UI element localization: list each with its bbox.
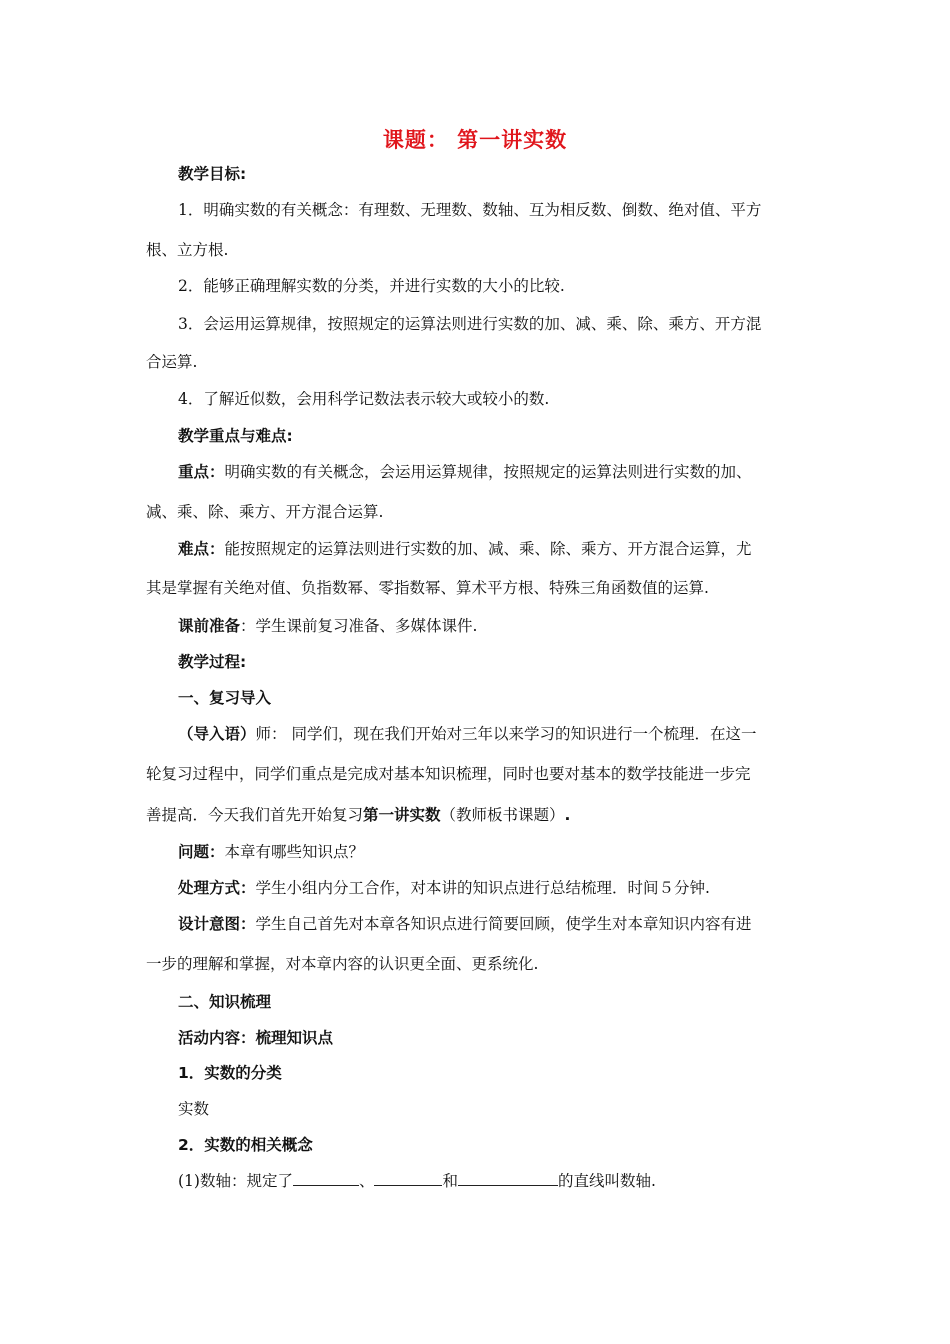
number-line-definition <box>178 1170 810 1191</box>
prep-text: ：学生课前复习准备、多媒体课件. <box>240 617 478 635</box>
intro-text-1: 师： 同学们，现在我们开始对三年以来学习的知识进行一个梳理．在这一 <box>255 725 757 743</box>
knowledge-2-heading: 2．实数的相关概念 <box>178 1136 313 1154</box>
key-text-1: 明确实数的有关概念，会运用运算规律，按照规定的运算法则进行实数的加、 <box>224 463 752 481</box>
goals-heading: 教学目标: <box>178 165 247 183</box>
goal-2: 2．能够正确理解实数的分类，并进行实数的大小的比较. <box>178 277 565 295</box>
prep-line <box>178 616 810 636</box>
method-text: 学生小组内分工合作，对本讲的知识点进行总结梳理．时间５分钟. <box>255 879 710 897</box>
goal-4: 4．了解近似数，会用科学记数法表示较大或较小的数. <box>178 390 550 408</box>
fill-blank-3 <box>458 1170 558 1186</box>
difficulty-label: 难点： <box>178 540 225 558</box>
definition-separator-1: 、 <box>358 1172 375 1190</box>
definition-suffix: 的直线叫数轴. <box>558 1172 656 1190</box>
prep-label: 课前准备 <box>178 617 241 635</box>
key-label: 重点： <box>178 463 225 481</box>
goal-3-line-2: 合运算. <box>146 353 198 371</box>
key-line-1 <box>178 462 810 482</box>
design-line-1 <box>178 914 810 934</box>
process-heading: 教学过程: <box>178 653 247 671</box>
knowledge-1-text: 实数 <box>178 1100 210 1118</box>
intro-line-2: 轮复习过程中，同学们重点是完成对基本知识梳理，同时也要对基本的数学技能进一步完 <box>146 765 751 783</box>
activity-heading: 活动内容：梳理知识点 <box>178 1029 334 1047</box>
intro-period: . <box>564 806 571 824</box>
difficulty-line-1 <box>178 539 810 559</box>
definition-prefix: (1)数轴：规定了 <box>178 1172 293 1190</box>
goal-3-line-1: 3．会运用运算规律，按照规定的运算法则进行实数的加、减、乘、除、乘方、开方混 <box>178 315 762 333</box>
difficulty-line-2: 其是掌握有关绝对值、负指数幂、零指数幂、算术平方根、特殊三角函数值的运算. <box>146 579 709 597</box>
intro-label: （导入语） <box>178 725 256 743</box>
keypoints-heading: 教学重点与难点: <box>178 427 293 445</box>
knowledge-1-heading: 1．实数的分类 <box>178 1064 282 1082</box>
design-line-2: 一步的理解和掌握，对本章内容的认识更全面、更系统化. <box>146 955 539 973</box>
section-1-heading: 一、复习导入 <box>178 689 272 707</box>
goal-1-line-2: 根、立方根. <box>146 241 229 259</box>
fill-blank-2 <box>374 1170 442 1186</box>
question-line <box>178 842 810 862</box>
design-text-1: 学生自己首先对本章各知识点进行简要回顾，使学生对本章知识内容有进 <box>255 915 752 933</box>
design-label: 设计意图： <box>178 915 256 933</box>
lesson-title: 课题： 第一讲实数 <box>382 128 568 152</box>
intro-text-3b: （教师板书课题） <box>440 806 565 824</box>
definition-separator-2: 和 <box>442 1172 458 1190</box>
difficulty-text-1: 能按照规定的运算法则进行实数的加、减、乘、除、乘方、开方混合运算，尤 <box>224 540 752 558</box>
intro-line-3 <box>146 805 810 825</box>
fill-blank-1 <box>293 1170 359 1186</box>
question-label: 问题： <box>178 843 225 861</box>
intro-text-3a: 善提高．今天我们首先开始复习 <box>146 806 364 824</box>
method-label: 处理方式： <box>178 879 256 897</box>
question-text: 本章有哪些知识点？ <box>224 843 365 861</box>
key-line-2: 减、乘、除、乘方、开方混合运算. <box>146 503 384 521</box>
intro-topic: 第一讲实数 <box>363 806 441 824</box>
section-2-heading: 二、知识梳理 <box>178 993 272 1011</box>
method-line <box>178 878 810 898</box>
goal-1-line-1: 1．明确实数的有关概念：有理数、无理数、数轴、互为相反数、倒数、绝对值、平方 <box>178 201 762 219</box>
intro-line-1 <box>178 724 810 744</box>
